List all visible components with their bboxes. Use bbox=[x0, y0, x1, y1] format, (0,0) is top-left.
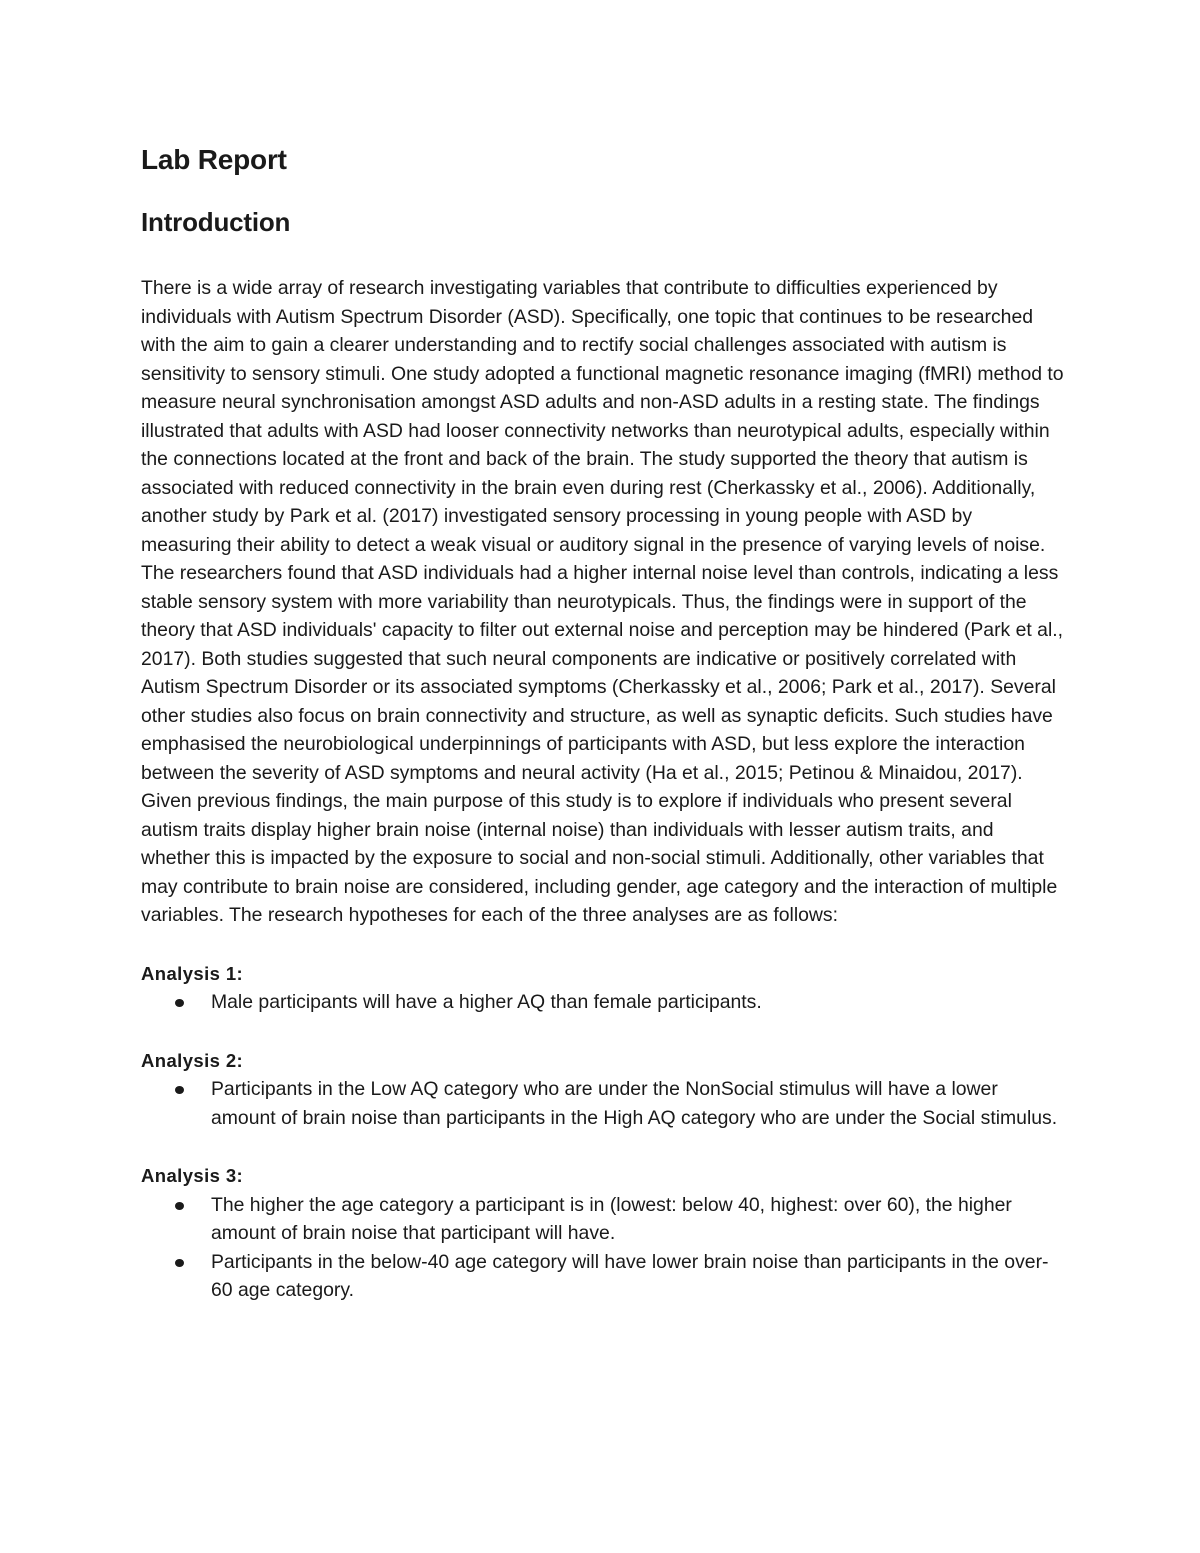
bullet-icon bbox=[175, 1202, 184, 1210]
hypothesis-text: Participants in the Low AQ category who are under the NonSocial stimulus will have a lower amount of brain noise than participants in the High AQ category who are under the Social stimulus. bbox=[211, 1078, 1058, 1129]
hypothesis-text: The higher the age category a participant is in (lowest: below 40, highest: over 60), the higher amount of brain noise that participant will have. bbox=[211, 1193, 1012, 1244]
hypothesis-item bbox=[141, 1248, 1066, 1305]
hypothesis-text: Participants in the below-40 age category will have lower brain noise than participants in the over-60 age category. bbox=[211, 1250, 1049, 1301]
hypothesis-text: Male participants will have a higher AQ than female participants. bbox=[211, 991, 762, 1013]
analysis-1-hypotheses bbox=[141, 988, 1066, 1017]
document-page bbox=[141, 140, 1066, 1305]
bullet-icon bbox=[175, 1086, 184, 1094]
analysis-2-block bbox=[141, 1047, 1066, 1133]
analysis-3-hypotheses bbox=[141, 1191, 1066, 1305]
document-title: Lab Report bbox=[141, 144, 287, 175]
analysis-2-hypotheses bbox=[141, 1075, 1066, 1132]
bullet-icon bbox=[175, 1259, 184, 1267]
analysis-3-block bbox=[141, 1162, 1066, 1305]
analysis-1-label: Analysis 1: bbox=[141, 962, 244, 984]
hypothesis-item bbox=[141, 1191, 1066, 1248]
bullet-icon bbox=[175, 999, 184, 1007]
analysis-3-label: Analysis 3: bbox=[141, 1165, 244, 1186]
analysis-2-label: Analysis 2: bbox=[141, 1049, 244, 1071]
section-heading-introduction: Introduction bbox=[141, 207, 291, 237]
hypothesis-item bbox=[141, 1075, 1066, 1132]
hypothesis-item bbox=[141, 988, 1066, 1017]
intro-paragraph: There is a wide array of research investigating variables that contribute to difficulties experienced by individuals with Autism Spectrum Disorder (ASD). Specifically, one topic that continues to be researched with the aim to gain a clearer understanding and to rectify social challenges associated with autism is sensitivity to sensory stimuli. One study adopted a functional magnetic resonance imaging (fMRI) method to measure neural synchronisation amongst ASD adults and non-ASD adults in a resting state. The findings illustrated that adults with ASD had looser connectivity networks than neurotypical adults, especially within the connections located at the front and back of the brain. The study supported the theory that autism is associated with reduced connectivity in the brain even during rest (Cherkassky et al., 2006). Additionally, another study by Park et al. (2017) investigated sensory processing in young people with ASD by measuring their ability to detect a weak visual or auditory signal in the presence of varying levels of noise. The researchers found that ASD individuals had a higher internal noise level than controls, indicating a less stable sensory system with more variability than neurotypicals. Thus, the findings were in support of the theory that ASD individuals' capacity to filter out external noise and perception may be hindered (Park et al., 2017). Both studies suggested that such neural components are indicative or positively correlated with Autism Spectrum Disorder or its associated symptoms (Cherkassky et al., 2006; Park et al., 2017). Several other studies also focus on brain connectivity and structure, as well as synaptic deficits. Such studies have emphasised the neurobiological underpinnings of participants with ASD, but less explore the interaction between the severity of ASD symptoms and neural activity (Ha et al., 2015; Petinou & Minaidou, 2017). Given previous findings, the main purpose of this study is to explore if individuals who present several autism traits display higher brain noise (internal noise) than individuals with lesser autism traits, and whether this is impacted by the exposure to social and non-social stimuli. Additionally, other variables that may contribute to brain noise are considered, including gender, age category and the interaction of multiple variables. The research hypotheses for each of the three analyses are as follows: bbox=[141, 277, 1064, 926]
analysis-1-block bbox=[141, 960, 1066, 1017]
